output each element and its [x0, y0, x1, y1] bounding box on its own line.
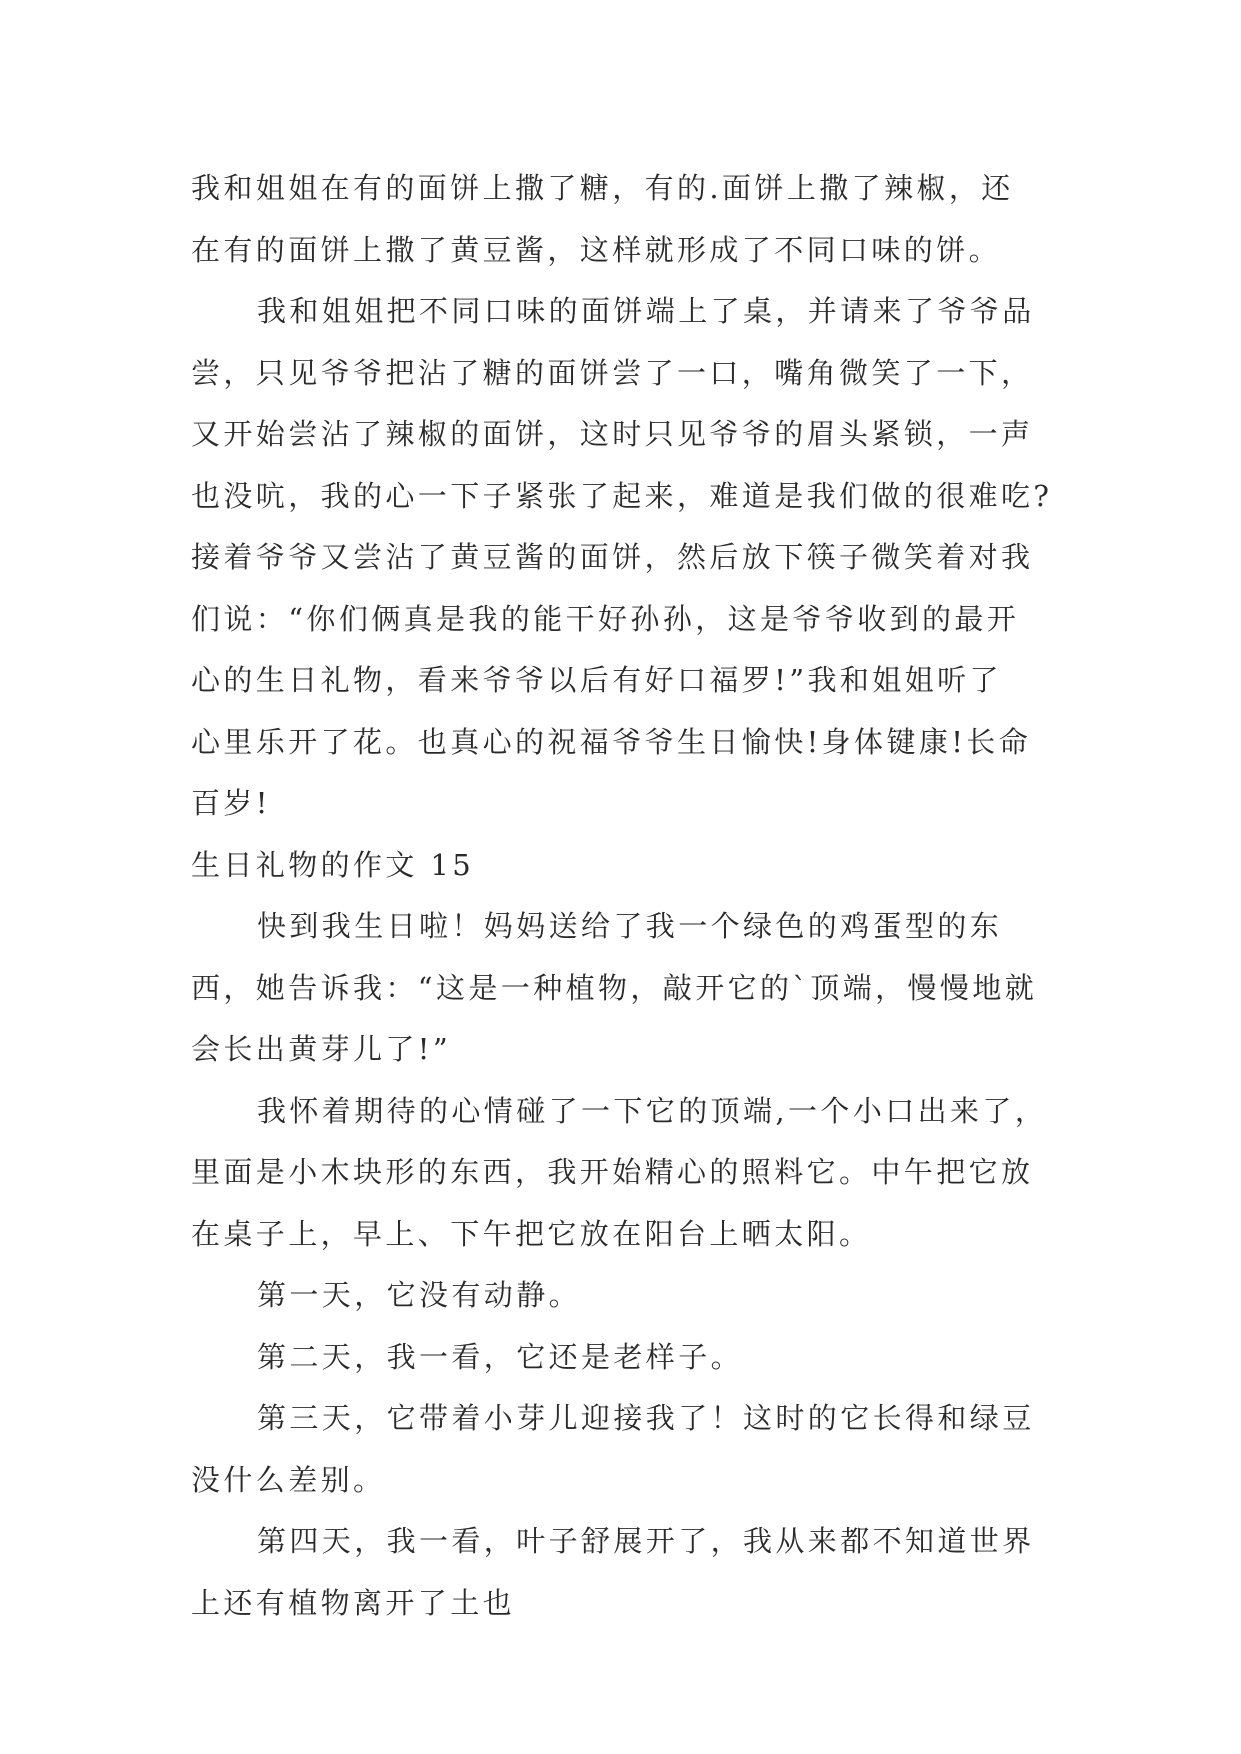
text-line: 在桌子上，早上、下午把它放在阳台上晒太阳。	[191, 1216, 872, 1251]
text-line: 接着爷爷又尝沾了黄豆酱的面饼，然后放下筷子微笑着对我	[191, 540, 1034, 574]
paragraph	[191, 1265, 1051, 1327]
text-line: 西，她告诉我：“这是一种植物，敲开它的`顶端，慢慢地就	[191, 970, 1038, 1005]
paragraph	[191, 896, 1051, 1081]
text-line: 们说：“你们俩真是我的能干好孙孙，这是爷爷收到的最开	[191, 601, 1020, 636]
text-line: 在有的面饼上撒了黄豆酱，这样就形成了不同口味的饼。	[191, 232, 1002, 267]
section-heading	[191, 835, 1051, 897]
text-line: 第三天，它带着小芽儿迎接我了！这时的它长得和绿豆	[257, 1401, 1035, 1435]
text-line: 我和姐姐把不同口味的面饼端上了桌，并请来了爷爷品	[257, 294, 1035, 328]
paragraph	[191, 1388, 1051, 1511]
text-line: 上还有植物离开了土也	[191, 1585, 516, 1620]
paragraph	[191, 1327, 1051, 1389]
text-line: 里面是小木块形的东西，我开始精心的照料它。中午把它放	[191, 1155, 1034, 1189]
text-line: 也没吭，我的心一下子紧张了起来，难道是我们做的很难吃?	[191, 478, 1053, 513]
paragraph	[191, 281, 1051, 835]
text-line: 第二天，我一看，它还是老样子。	[257, 1339, 744, 1374]
heading-text: 生日礼物的作文 15	[191, 847, 475, 882]
paragraph	[191, 1511, 1051, 1634]
document-body	[191, 158, 1051, 1634]
text-line: 又开始尝沾了辣椒的面饼，这时只见爷爷的眉头紧锁，一声	[191, 417, 1034, 451]
text-line: 没什么差别。	[191, 1462, 386, 1497]
text-line: 快到我生日啦！妈妈送给了我一个绿色的鸡蛋型的东	[257, 909, 1003, 943]
text-line: 尝，只见爷爷把沾了糖的面饼尝了一口，嘴角微笑了一下，	[191, 355, 1034, 390]
text-line: 会长出黄芽儿了!”	[191, 1032, 452, 1066]
text-line: 我怀着期待的心情碰了一下它的顶端,一个小口出来了，	[257, 1093, 1048, 1128]
text-line: 心里乐开了花。也真心的祝福爷爷生日愉快!身体键康!长命	[191, 724, 1032, 759]
text-line: 第一天，它没有动静。	[257, 1278, 582, 1312]
text-line: 第四天，我一看，叶子舒展开了，我从来都不知道世界	[257, 1524, 1035, 1558]
text-line: 百岁!	[191, 786, 271, 820]
text-line: 我和姐姐在有的面饼上撒了糖，有的.面饼上撒了辣椒，还	[191, 171, 1014, 205]
paragraph-continued	[191, 158, 1051, 281]
text-line: 心的生日礼物，看来爷爷以后有好口福罗!”我和姐姐听了	[191, 663, 1002, 697]
paragraph	[191, 1081, 1051, 1266]
